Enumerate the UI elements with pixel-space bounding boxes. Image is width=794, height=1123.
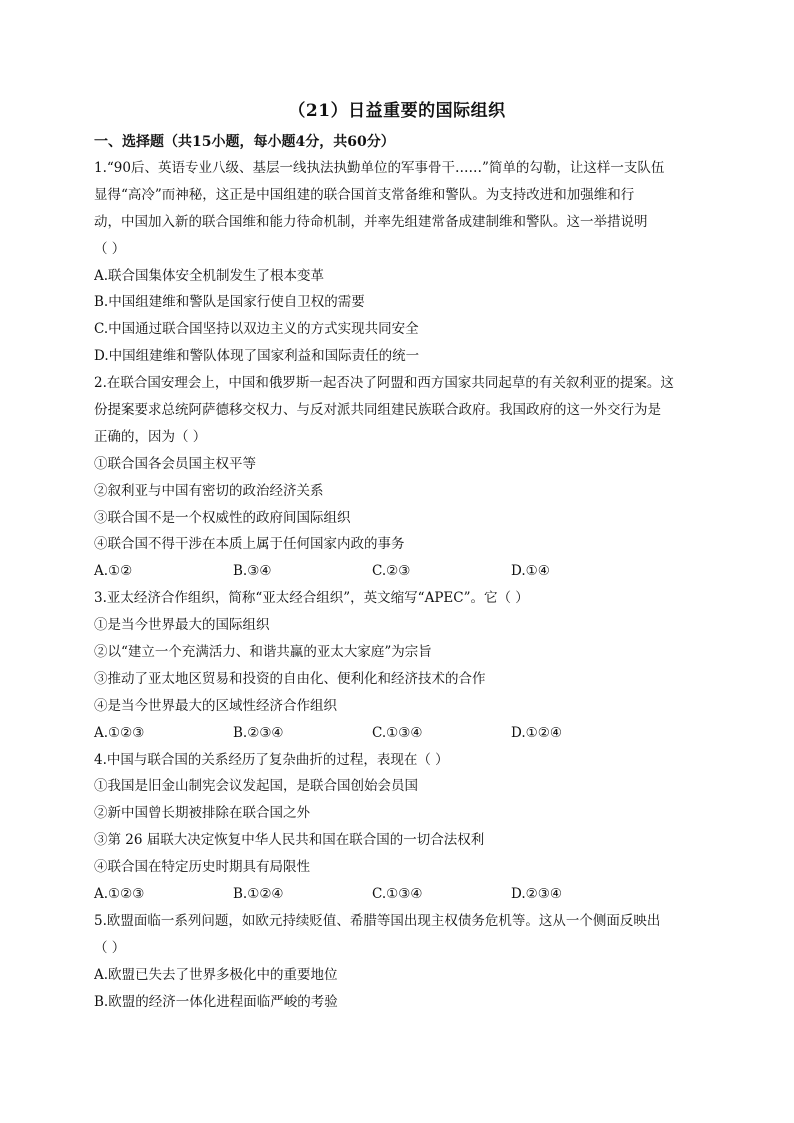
statement-item: ①是当今世界最大的国际组织 (94, 617, 270, 634)
question-stem-line: （ ） (94, 240, 126, 257)
option-b: B.③④ (233, 563, 272, 580)
options-row (94, 723, 702, 743)
option-b: B.欧盟的经济一体化进程面临严峻的考验 (94, 993, 338, 1010)
statement-item: ④是当今世界最大的区域性经济合作组织 (94, 697, 337, 714)
statement-item: ③联合国不是一个权威性的政府间国际组织 (94, 509, 351, 526)
option-c: C.①③④ (372, 724, 423, 741)
question-stem-line: 4.中国与联合国的关系经历了复杂曲折的过程，表现在（ ） (94, 751, 449, 768)
statement-item: ④联合国不得干涉在本质上属于任何国家内政的事务 (94, 536, 405, 553)
statement-item: ③推动了亚太地区贸易和投资的自由化、便利化和经济技术的合作 (94, 670, 486, 687)
question-stem-line: 显得“高冷”而神秘，这正是中国组建的联合国首支常备维和警队。为支持改进和加强维和行 (94, 186, 635, 203)
options-row (94, 561, 702, 581)
question-stem-line: 份提案要求总统阿萨德移交权力、与反对派共同组建民族联合政府。我国政府的这一外交行为是 (94, 402, 661, 419)
option-a: A.①② (94, 563, 133, 580)
question-stem-line: 3.亚太经济合作组织，简称“亚太经合组织”，英文缩写“APEC”。它（ ） (94, 590, 529, 607)
question-stem-line: 5.欧盟面临一系列问题，如欧元持续贬值、希腊等国出现主权债务危机等。这从一个侧面反映出 (94, 912, 661, 929)
question-stem-line: （ ） (94, 939, 126, 956)
option-c: C.中国通过联合国坚持以双边主义的方式实现共同安全 (94, 321, 419, 338)
option-d: D.②③④ (511, 886, 562, 903)
option-c: C.②③ (372, 563, 411, 580)
question-stem-line: 正确的，因为（ ） (94, 428, 207, 445)
option-d: D.中国组建维和警队体现了国家利益和国际责任的统一 (94, 348, 420, 365)
statement-item: ①我国是旧金山制宪会议发起国，是联合国创始会员国 (94, 778, 418, 795)
option-a: A.联合国集体安全机制发生了根本变革 (94, 267, 325, 284)
statement-item: ②新中国曾长期被排除在联合国之外 (94, 805, 310, 822)
question-4 (94, 750, 702, 904)
statement-item: ②以“建立一个充满活力、和谐共赢的亚太大家庭”为宗旨 (94, 644, 432, 661)
question-1 (94, 158, 702, 366)
options-row (94, 884, 702, 904)
option-b: B.中国组建维和警队是国家行使自卫权的需要 (94, 294, 365, 311)
option-d: D.①②④ (511, 724, 562, 741)
option-c: C.①③④ (372, 886, 423, 903)
option-d: D.①④ (511, 563, 550, 580)
document-content (94, 132, 702, 1019)
question-5 (94, 911, 702, 1012)
option-a: A.①②③ (94, 724, 145, 741)
page-title: （21）日益重要的国际组织 (288, 101, 506, 121)
question-stem-line: 1.“90后、英语专业八级、基层一线执法执勤单位的军事骨干……”简单的勾勒，让这样一支队伍 (94, 160, 665, 176)
section-heading: 一、选择题（共15小题，每小题4分，共60分） (94, 134, 395, 150)
question-stem-line: 2.在联合国安理会上，中国和俄罗斯一起否决了阿盟和西方国家共同起草的有关叙利亚的提案。这 (94, 375, 674, 392)
statement-item: ③第 26 届联大决定恢复中华人民共和国在联合国的一切合法权利 (94, 832, 485, 849)
option-a: A.①②③ (94, 886, 145, 903)
option-b: B.①②④ (233, 886, 284, 903)
statement-item: ②叙利亚与中国有密切的政治经济关系 (94, 482, 324, 499)
option-a: A.欧盟已失去了世界多极化中的重要地位 (94, 966, 338, 983)
question-stem-line: 动，中国加入新的联合国维和能力待命机制，并率先组建常备成建制维和警队。这一举措说明 (94, 213, 648, 230)
statement-item: ①联合国各会员国主权平等 (94, 455, 256, 472)
statement-item: ④联合国在特定历史时期具有局限性 (94, 859, 310, 876)
question-3 (94, 588, 702, 742)
option-b: B.②③④ (233, 724, 284, 741)
question-2 (94, 373, 702, 581)
